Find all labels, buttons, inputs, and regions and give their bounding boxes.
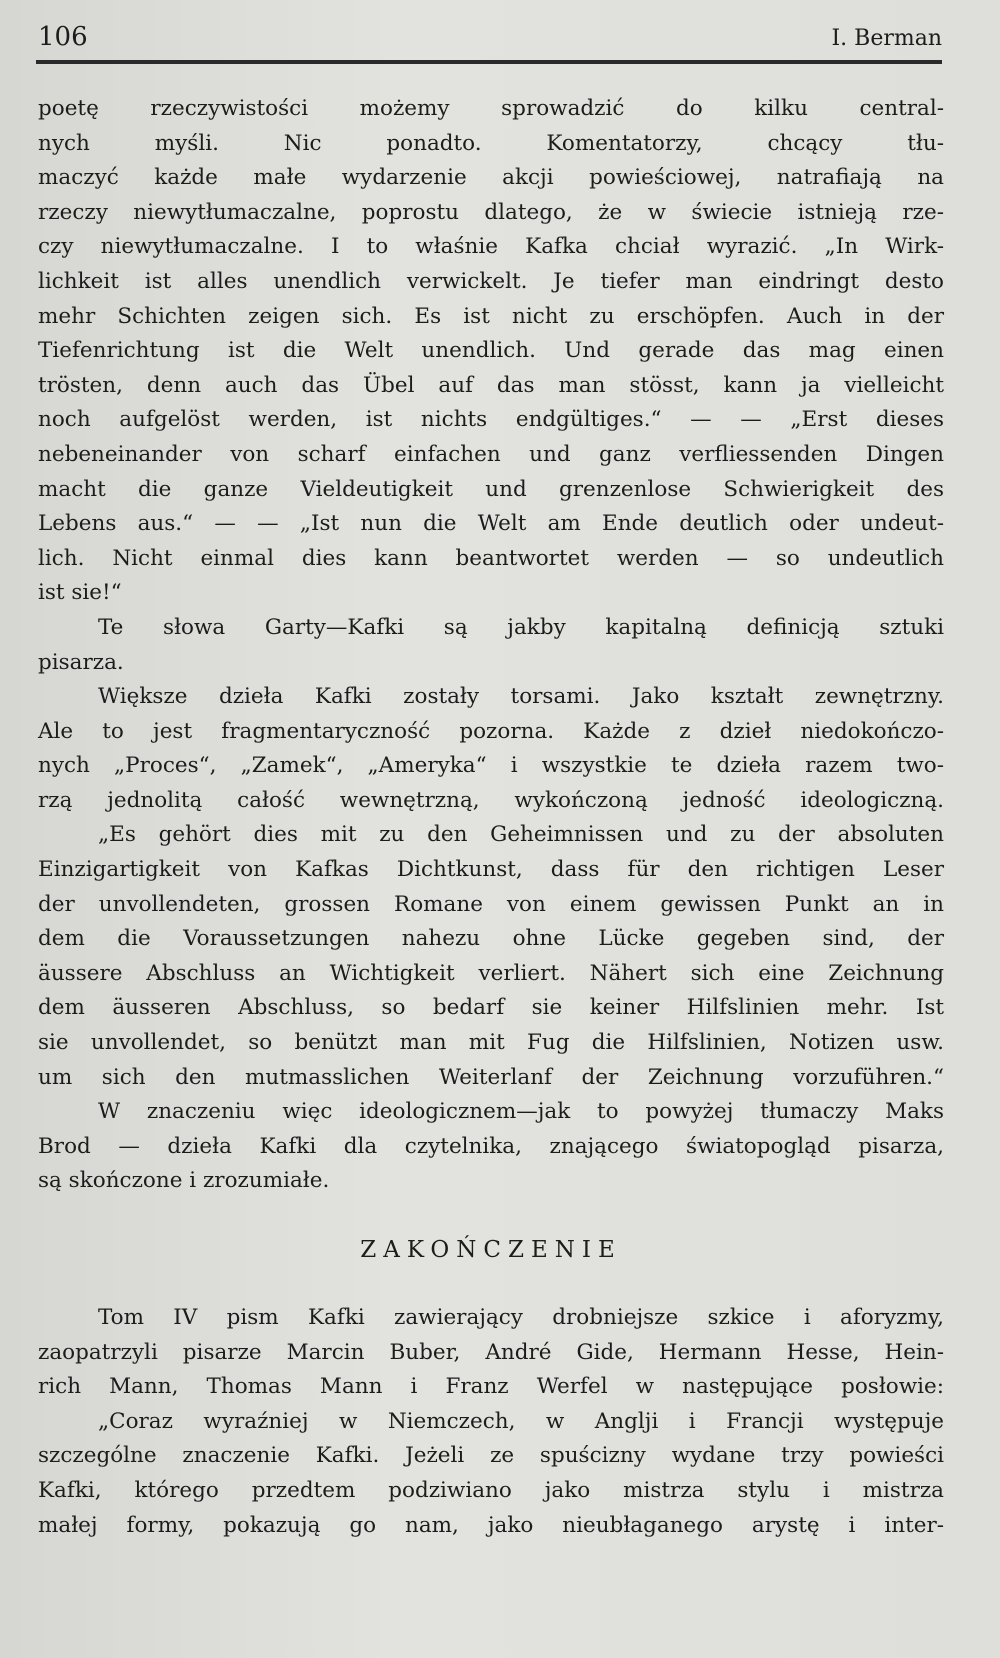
text-line: Te słowa Garty—Kafki są jakby kapitalną definicją sztuki bbox=[98, 614, 944, 640]
text-line: „Es gehört dies mit zu den Geheimnissen und zu der absoluten bbox=[98, 822, 944, 848]
text-line: Einzigartigkeit von Kafkas Dichtkunst, dass für den richtigen Leser bbox=[38, 857, 944, 883]
text-line: lichkeit ist alles unendlich verwickelt. Je tiefer man eindringt desto bbox=[38, 268, 944, 294]
text-line: nebeneinander von scharf einfachen und ganz verfliessenden Dingen bbox=[38, 441, 944, 467]
text-line: Tiefenrichtung ist die Welt unendlich. Und gerade das mag einen bbox=[38, 338, 944, 364]
text-line: sie unvollendet, so benützt man mit Fug die Hilfslinien, Notizen usw. bbox=[38, 1030, 944, 1056]
text-line: małej formy, pokazują go nam, jako nieubłaganego arystę i inter- bbox=[38, 1512, 944, 1538]
text-line: noch aufgelöst werden, ist nichts endgültiges.“ — — „Erst dieses bbox=[38, 407, 944, 433]
running-head bbox=[38, 22, 942, 58]
text-line: poetę rzeczywistości możemy sprowadzić do kilku central- bbox=[38, 96, 944, 121]
text-line: „Coraz wyraźniej w Niemczech, w Anglji i Francji występuje bbox=[98, 1408, 944, 1434]
text-line: lich. Nicht einmal dies kann beantwortet werden — so undeutlich bbox=[38, 545, 944, 571]
header-rule bbox=[36, 60, 942, 64]
text-line: W znaczeniu więc ideologicznem—jak to powyżej tłumaczy Maks bbox=[98, 1099, 944, 1125]
body-text bbox=[38, 92, 944, 1543]
text-line: mehr Schichten zeigen sich. Es ist nicht zu erschöpfen. Auch in der bbox=[38, 303, 944, 329]
text-line: Większe dzieła Kafki zostały torsami. Jako kształt zewnętrzny. bbox=[98, 684, 944, 710]
text-line: ist sie!“ bbox=[38, 580, 122, 606]
page-number: 106 bbox=[38, 22, 88, 52]
text-line: Ale to jest fragmentaryczność pozorna. Każde z dzieł niedokończo- bbox=[38, 718, 944, 744]
text-line: są skończone i zrozumiałe. bbox=[38, 1168, 330, 1194]
text-line: nych „Proces“, „Zamek“, „Ameryka“ i wszystkie te dzieła razem two- bbox=[38, 753, 944, 779]
text-line: rich Mann, Thomas Mann i Franz Werfel w następujące posłowie: bbox=[38, 1374, 944, 1400]
text-line: Brod — dzieła Kafki dla czytelnika, znającego światopogląd pisarza, bbox=[38, 1133, 944, 1159]
text-line: trösten, denn auch das Übel auf das man stösst, kann ja vielleicht bbox=[38, 372, 944, 398]
text-line: Lebens aus.“ — — „Ist nun die Welt am Ende deutlich oder undeut- bbox=[38, 511, 944, 537]
text-line: czy niewytłumaczalne. I to właśnie Kafka chciał wyrazić. „In Wirk- bbox=[38, 234, 944, 260]
text-line: um sich den mutmasslichen Weiterlanf der Zeichnung vorzuführen.“ bbox=[38, 1064, 944, 1090]
text-line: Kafki, którego przedtem podziwiano jako mistrza stylu i mistrza bbox=[38, 1477, 944, 1503]
text-line: nych myśli. Nic ponadto. Komentatorzy, chcący tłu- bbox=[38, 130, 944, 156]
running-title: I. Berman bbox=[831, 26, 942, 51]
section-heading: ZAKOŃCZENIE bbox=[360, 1237, 622, 1263]
text-line: macht die ganze Vieldeutigkeit und grenzenlose Schwierigkeit des bbox=[38, 476, 944, 502]
text-line: äussere Abschluss an Wichtigkeit verliert. Nähert sich eine Zeichnung bbox=[38, 960, 944, 986]
text-line: rzą jednolitą całość wewnętrzną, wykończoną jedność ideologiczną. bbox=[38, 787, 944, 813]
text-line: dem äusseren Abschluss, so bedarf sie keiner Hilfslinien mehr. Ist bbox=[38, 995, 944, 1021]
text-line: zaopatrzyli pisarze Marcin Buber, André Gide, Hermann Hesse, Hein- bbox=[38, 1339, 944, 1365]
text-line: pisarza. bbox=[38, 649, 124, 675]
text-line: maczyć każde małe wydarzenie akcji powieściowej, natrafiają na bbox=[38, 165, 944, 191]
text-line: rzeczy niewytłumaczalne, poprostu dlatego, że w świecie istnieją rze- bbox=[38, 199, 944, 225]
text-line: der unvollendeten, grossen Romane von einem gewissen Punkt an in bbox=[38, 891, 944, 917]
text-line: dem die Voraussetzungen nahezu ohne Lücke gegeben sind, der bbox=[38, 926, 944, 952]
text-line: Tom IV pism Kafki zawierający drobniejsze szkice i aforyzmy, bbox=[98, 1305, 944, 1330]
text-line: szczególne znaczenie Kafki. Jeżeli ze spuścizny wydane trzy powieści bbox=[38, 1443, 944, 1469]
